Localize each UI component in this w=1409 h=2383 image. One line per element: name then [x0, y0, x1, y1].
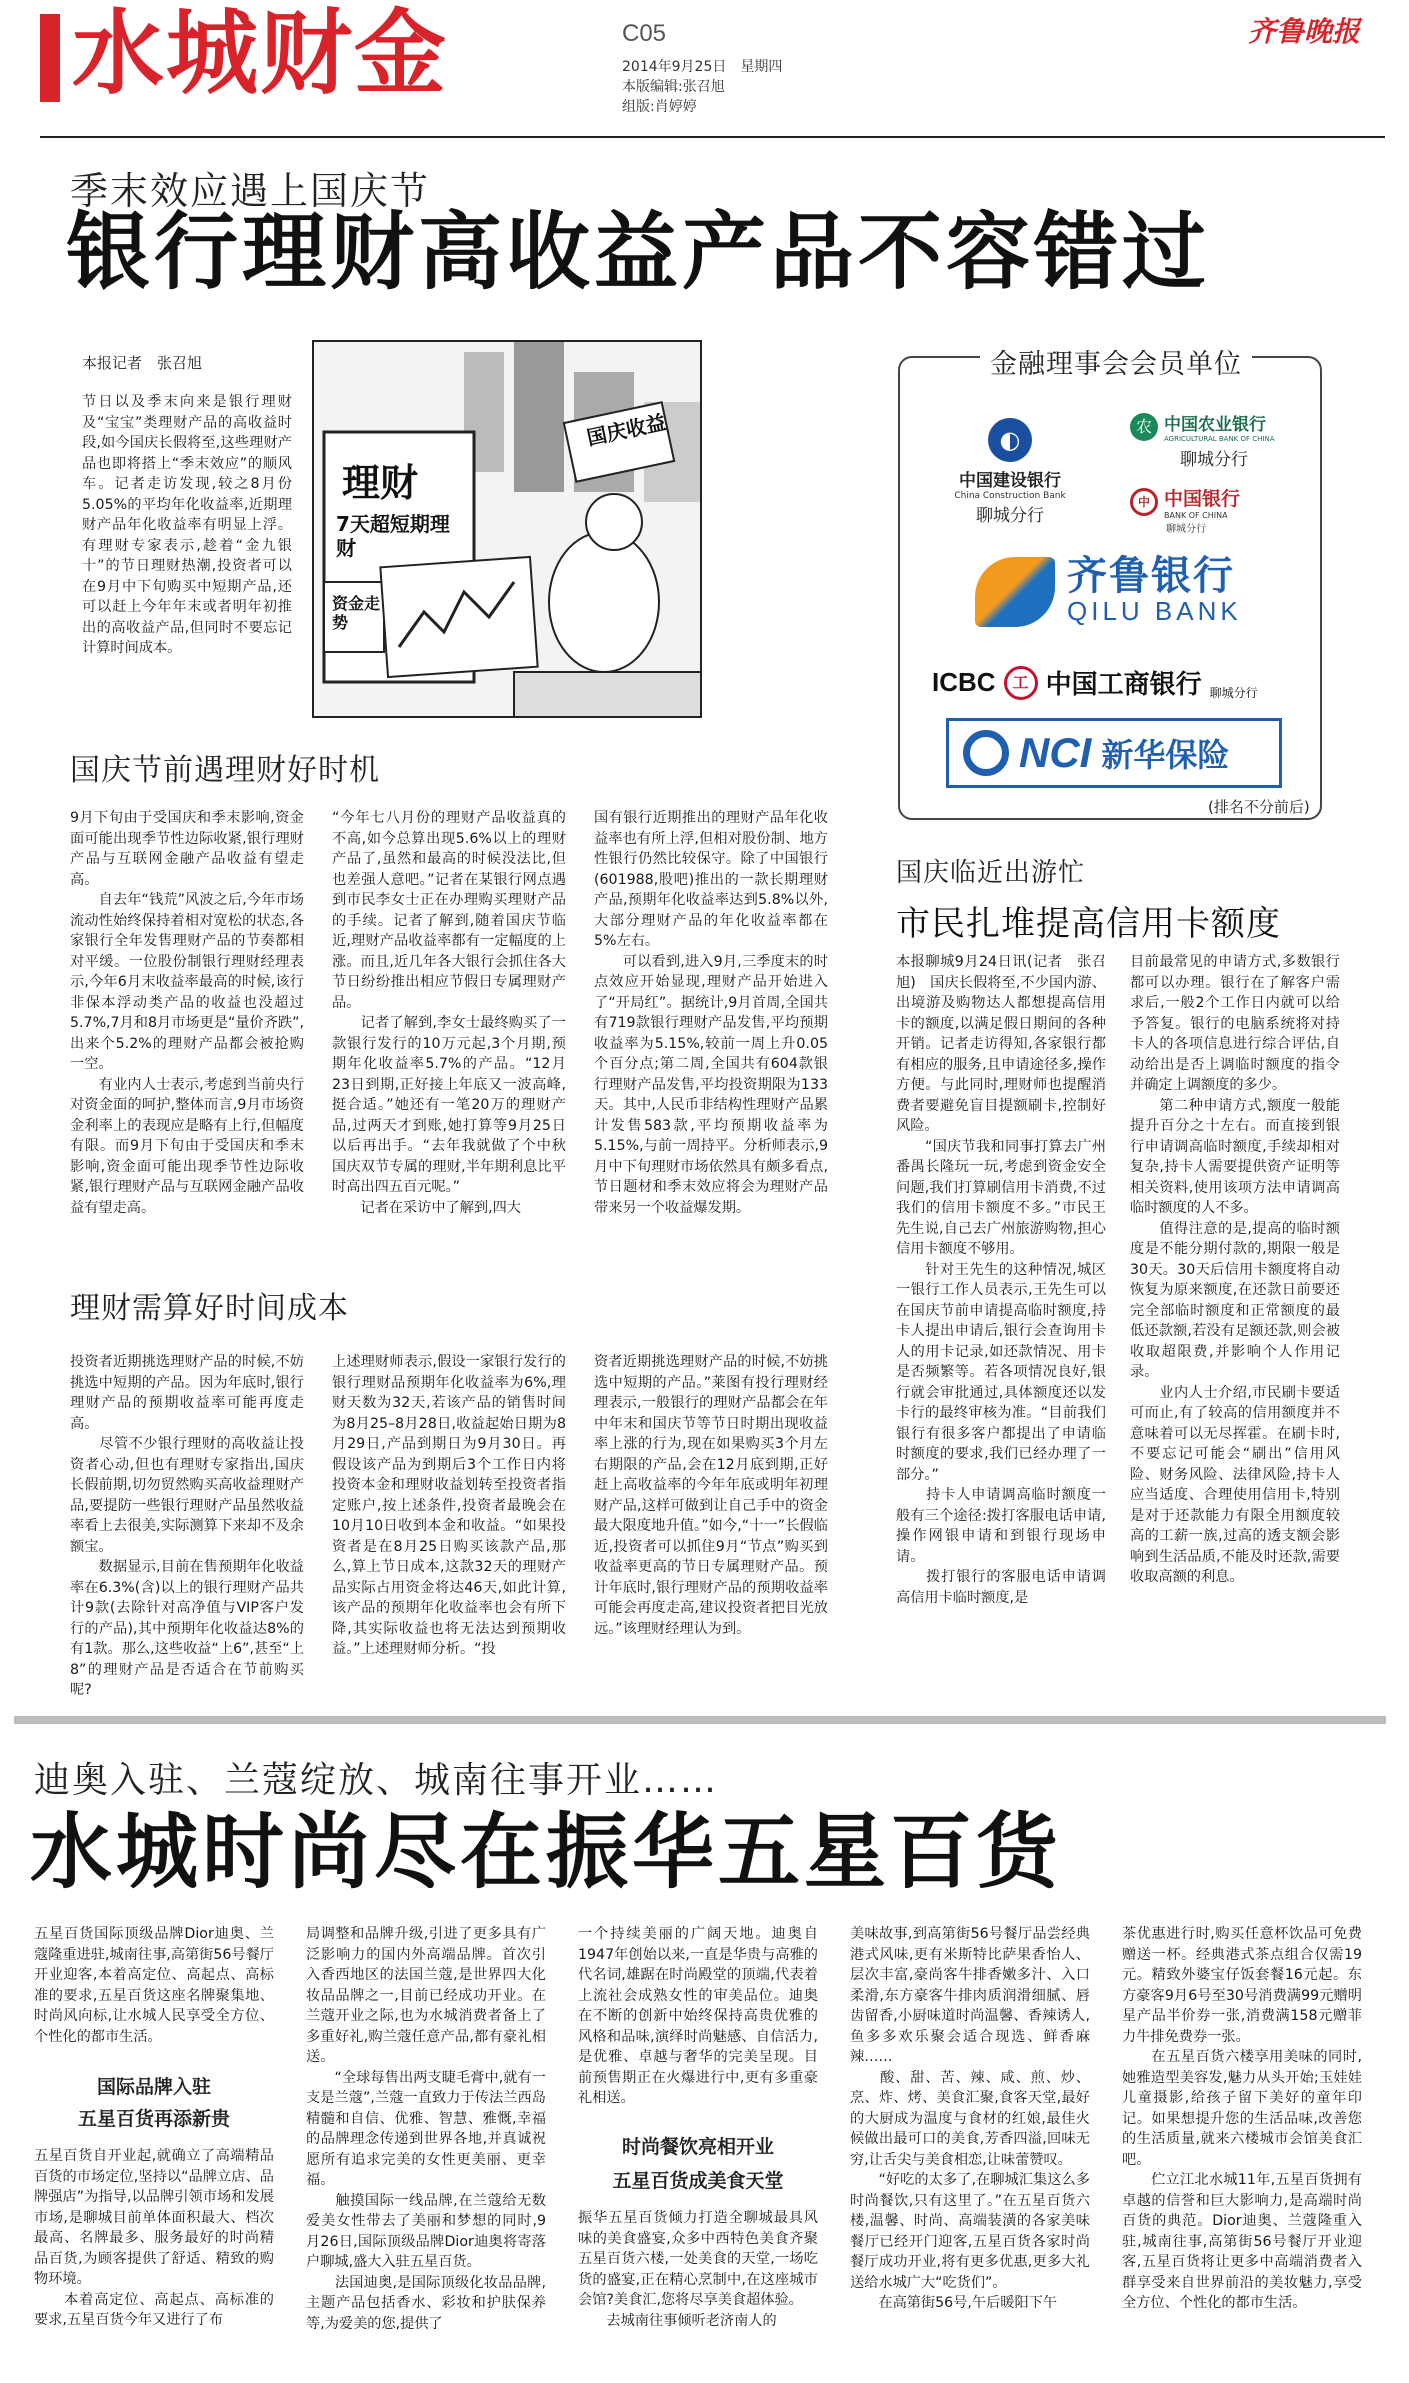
icbc-name: 中国工商银行 — [1045, 670, 1202, 700]
boc-emblem-icon: 中 — [1130, 488, 1158, 516]
story3-col1-sub1: 国际品牌入驻 — [96, 2076, 211, 2098]
story1-section1-col2: “今年七八月份的理财产品收益真的不高,如今总算出现5.6%以上的理财产品了,虽然和最高的时候没法比,但也差强人意吧。”记者在某银行网点遇到市民李女士正在办理购买理财产品的手续。记者了解到,随着国庆节临近,理财产品收益率都有一定幅度的上涨。而且,近几年各大银行会抓住各大节日纷纷推出相应节假日专属理财产品。 记者了解到,李女士最终购买了一款银行发行的10万元起,3个月期,预期年化收益率5.7%的产品。“12月23日到期,正好接上年底又一波高峰,挺合适。”她还有一笔20万的理财产品,过两天才到账,她打算等9月25日以后再出手。“去年我就做了个中秋国庆双节专属的理财,半年期利息比平时高出四五百元呢。” 记者在采访中了解到,四大 — [332, 810, 566, 1216]
story1-byline: 本报记者 张召旭 — [82, 354, 203, 372]
boc-logo — [1130, 484, 1300, 535]
story1-section2-col2: 上述理财师表示,假设一家银行发行的银行理财品预期年化收益率为6%,理财天数为32天,若该产品的销售时间为8月25–8月28日,收益起始日期为8月29日,产品到期日为9月30日。再假设该产品为到期后3个工作日内将投资本金和理财收益划转至投资者指定账户,按上述条件,投资者最晚会在10月10日收到本金和收益。“如果投资者是在8月25日购买该款产品,那么,算上节日成本,这款32天的理财产品实际占用资金将达46天,如此计算,该产品的预期年化收益率也会有所下降,其实际收益也将无法达到预期收益。”上述理财师分析。“投 — [332, 1354, 566, 1657]
abc-logo — [1130, 410, 1300, 470]
ccb-name: 中国建设银行 — [959, 471, 1061, 491]
illustration-sign-wealth: 理财 — [342, 461, 419, 505]
boc-name: 中国银行 — [1164, 488, 1241, 510]
story1-lead: 节日以及季末向来是银行理财及“宝宝”类理财产品的高收益时段,如今国庆长假将至,这些理财产品也即将搭上“季末效应”的顺风车。记者走访发现,较之8月份5.05%的平均年化收益率,近期理财产品年化收益率有明显上浮。有理财专家表示,趁着“金九银十”的节日理财热潮,投资者可以在9月中下旬购买中短期产品,还可以赶上今年年末或者明年初推出的高收益产品,但同时不要忘记计算时间成本。 — [82, 394, 292, 656]
icbc-english-name: ICBC — [932, 667, 996, 697]
story1-headline: 银行理财高收益产品不容错过 — [66, 203, 1211, 301]
abc-name: 中国农业银行 — [1164, 415, 1266, 435]
nci-name: 新华保险 — [1101, 736, 1230, 774]
ccb-emblem-icon: ◐ — [988, 418, 1032, 462]
story3-col3: 一个持续美丽的广阔天地。迪奥自1947年创始以来,一直是华贵与高雅的代名词,雄踞在时尚殿堂的顶端,代表着上流社会成熟女性的审美品位。迪奥在不断的创新中始终保持高贵优雅的风格和品味,演绎时尚魅感、自信活力,是优雅、卓越与奢华的完美呈现。目前预售期正在火爆进行中,更有多重豪礼相送。 — [578, 1926, 818, 2106]
story3-kicker: 迪奥入驻、兰蔻绽放、城南往事开业…… — [34, 1760, 719, 1801]
story3-col2: 局调整和品牌升级,引进了更多具有广泛影响力的国内外高端品牌。首次引入香西地区的法国兰蔻,是世界四大化妆品品牌之一,目前已经成功开业。在兰蔻开业之际,也为水城消费者备上了多重好礼,购兰蔻任意产品,都有豪礼相送。 “全球每售出两支睫毛膏中,就有一支是兰蔻”,兰蔻一直致力于传法兰西岛精髓和自信、优雅、智慧、雅慨,幸福的品牌理念传递到世界各地,并真诚祝愿所有追求完美的女性更美丽、更幸福。 触摸国际一线品牌,在兰蔻给无数爱美女性带去了美丽和梦想的同时,9月26日,国际顶级品牌Dior迪奥将寄落户聊城,盛大入驻五星百货。 法国迪奥,是国际顶级化妆品品牌,主题产品包括香水、彩妆和护肤保养等,为爱美的您,提供了 — [306, 1926, 546, 2332]
story1-section2-col1: 投资者近期挑选理财产品的时候,不妨挑选中短期的产品。因为年底时,银行理财产品的预期收益率可能再度走高。 尽管不少银行理财的高收益让投资者心动,但也有理财专家指出,国庆长假前期,切勿贸然购买高收益理财产品,要提防一些银行理财产品虽然收益率看上去很美,实际测算下来却不及余额宝。 数据显示,目前在售预期年化收益率在6.3%(含)以上的银行理财产品共计9款(去除针对高净值与VIP客户发行的产品),其中预期年化收益达8%的有1款。那么,这些收益“上6”,甚至“上8”的理财产品是否适合在节前购买呢? — [70, 1354, 304, 1698]
story3-col3b: 振华五星百货倾力打造全聊城最具风味的美食盛宴,众多中西特色美食齐聚五星百货六楼,一处美食的天堂,一场吃货的盛宴,正在精心烹制中,在这座城市会馆?美食汇,您将尽享美食超体验。 去城南往事倾听老济南人的 — [578, 2210, 818, 2329]
story1-section1-col1: 9月下旬由于受国庆和季末影响,资金面可能出现季节性边际收紧,银行理财产品与互联网金融产品收益有望走高。 自去年“钱荒”风波之后,今年市场流动性始终保持着相对宽松的状态,各家银行全年发售理财产品的节奏都相对平缓。一位股份制银行理财经理表示,今年6月末收益率最高的时候,该行非保本浮动类产品的收益也没超过5.7%,7月和8月市场更是“量价齐跌”,出来个5.2%的理财产品都会被抢购一空。 有业内人士表示,考虑到当前央行对资金面的呵护,整体而言,9月市场资金利率上的表现应是略有上行,但幅度有限。而9月下旬由于受国庆和季末影响,资金面可能出现季节性边际收紧,银行理财产品与互联网金融产品收益有望走高。 — [70, 810, 304, 1216]
story3-headline: 水城时尚尽在振华五星百货 — [30, 1805, 1063, 1900]
page-number: C05 — [622, 20, 667, 47]
boc-branch: 聊城分行 — [1166, 524, 1206, 535]
illustration-sign-short-term: 7天超短期理财 — [336, 512, 450, 560]
layout-credit: 组版:肖婷婷 — [622, 99, 697, 115]
icbc-emblem-icon: 工 — [1004, 666, 1038, 700]
story3-col1b: 五星百货自开业起,就确立了高端精品百货的市场定位,坚持以“品牌立店、品牌强店”为指导,以品牌引领市场和发展市场,是聊城目前单体面积最大、档次最高、名牌最多、服务最好的时尚精品百货,为顾客提供了舒适、精致的购物环境。 本着高定位、高起点、高标准的要求,五星百货今年又进行了布 — [34, 2148, 274, 2328]
ccb-branch: 聊城分行 — [976, 506, 1044, 526]
qilu-logo — [975, 553, 1295, 627]
story3-col5: 茶优惠进行时,购买任意杯饮品可免费赠送一杯。经典港式茶点组合仅需19元。精致外婆宝仔饭套餐16元起。东方豪客9月6号至30号消费满99元赠明星产品半价券一张,消费满158元赠菲力牛排免费券一张。 在五星百货六楼享用美味的同时,她雅造型美容发,魅力从头开始;玉娃娃儿童摄影,给孩子留下美好的童年印记。如果想提升您的生活品味,改善您的生活质量,就来六楼城市会馆美食汇吧。 伫立江北水城11年,五星百货拥有卓越的信誉和巨大影响力,是高端时尚百货的典范。Dior迪奥、兰蔻隆重入驻,城南往事,高第街56号餐厅开业迎客,五星百货将让更多中高端消费者入群享受来自世界前沿的美妆魅力,享受全方位、个性化的都市生活。 — [1122, 1926, 1362, 2311]
icbc-logo — [932, 664, 1312, 701]
qilu-name: 齐鲁银行 — [1067, 553, 1235, 599]
story3-col1-sub2: 五星百货再添新贵 — [77, 2108, 230, 2130]
story3-col1: 五星百货国际顶级品牌Dior迪奥、兰蔻隆重进驻,城南往事,高第街56号餐厅开业迎客,本着高定位、高起点、高标准的要求,五星百货这座名牌聚集地、时尚风向标,让水城人民享受全方位、个性化的都市生活。 — [34, 1926, 274, 2045]
story2-headline: 市民扎堆提高信用卡额度 — [896, 904, 1281, 944]
story1-section2-title: 理财需算好时间成本 — [70, 1291, 349, 1326]
story3-col3-sub2: 五星百货成美食天堂 — [612, 2170, 784, 2192]
illustration-banner: 国庆收益 — [584, 409, 668, 451]
newspaper-brand-logo: 齐鲁晚报 — [1248, 15, 1361, 48]
ccb-english-name: China Construction Bank — [954, 491, 1066, 501]
abc-english-name: AGRICULTURAL BANK OF CHINA — [1164, 435, 1275, 443]
illustration-sign-capital-trend: 资金走势 — [332, 594, 381, 633]
story1-section2-col3: 资者近期挑选理财产品的时候,不妨挑选中短期的产品。”莱图有投行理财经理表示,一般银行的理财产品都会在年中年末和国庆节等节日时期出现收益率上涨的行为,现在如果购买3个月左右期限的产品,会在12月底到期,正好赶上高收益率的今年年底或明年初理财产品,这样可做到让自己手中的资金最大限度地升值。”如今,“十一”长假临近,投资者可以抓住9月“节点”购买到收益率更高的节日专属理财产品。预计年底时,银行理财产品的预期收益率可能会再度走高,建议投资者把目光放远。”该理财经理认为到。 — [594, 1354, 828, 1637]
ccb-logo — [950, 418, 1070, 526]
abc-emblem-icon: 农 — [1130, 413, 1158, 441]
icbc-branch: 聊城分行 — [1209, 686, 1258, 700]
boc-english-name: BANK OF CHINA — [1164, 511, 1228, 520]
issue-date: 2014年9月25日 星期四 — [622, 59, 783, 75]
story1-section1-col3: 国有银行近期推出的理财产品年化收益率也有所上浮,但相对股份制、地方性银行仍然比较保守。除了中国银行(601988,股吧)推出的一款长期理财产品,预期年化收益率达到5.8%以外,大部分理财产品的年化收益率都在5%左右。 可以看到,进入9月,三季度末的时点效应开始显现,理财产品开始进入了“开局红”。据统计,9月首周,全国共有719款银行理财产品发售,平均预期收益率为5.15%,较前一周上升0.05个百分点;第二周,全国共有604款银行理财产品发售,平均投资期限为133天。其中,人民币非结构性理财产品累计发售583款,平均预期收益率为5.15%,与前一周持平。分析师表示,9月中下旬理财市场依然具有颇多看点,节日题材和季末效应将会为理财产品带来另一个收益爆发期。 — [594, 810, 828, 1216]
masthead-rule — [40, 136, 1385, 138]
section-divider — [14, 1716, 1386, 1724]
story1-kicker: 季末效应遇上国庆节 — [70, 169, 431, 213]
story1-section1-title: 国庆节前遇理财好时机 — [70, 753, 380, 788]
story2-col1: 本报聊城9月24日讯(记者 张召旭) 国庆长假将至,不少国内游、出境游及购物达人都想提高信用卡的额度,以满足假日期间的各种开销。记者走访得知,各家银行都有相应的服务,且申请途径多,操作方便。与此同时,理财师也提醒消费者要避免盲目提额刷卡,控制好风险。 “国庆节我和同事打算去广州番禺长隆玩一玩,考虑到资金安全问题,我们打算刷信用卡消费,不过我们的信用卡额度不多。”市民王先生说,自己去广州旅游购物,担心信用卡额度不够用。 针对王先生的这种情况,城区一银行工作人员表示,王先生可以在国庆节前申请提高临时额度,持卡人提出申请后,银行会查询用卡人的用卡记录,如还款情况、用卡是否频繁等。若各项情况良好,银行就会审批通过,具体额度还以发卡行的最终审核为准。“目前我们银行有很多客户都提出了申请临时额度的要求,我们已经办理了一部分。” 持卡人申请调高临时额度一般有三个途径:拨打客服电话申请,操作网银申请和到银行现场申请。 拨打银行的客服电话申请调高信用卡临时额度,是 — [896, 954, 1106, 1606]
abc-branch: 聊城分行 — [1180, 450, 1248, 470]
qilu-english-name: QILU BANK — [1067, 596, 1242, 626]
sponsor-note: (排名不分前后) — [1208, 798, 1310, 816]
story2-kicker: 国庆临近出游忙 — [896, 858, 1086, 888]
editor-credit: 本版编辑:张召旭 — [622, 79, 725, 95]
story3-col3-sub1: 时尚餐饮亮相开业 — [621, 2136, 774, 2158]
nci-emblem-icon — [963, 730, 1009, 776]
story3-col4: 美味故事,到高第街56号餐厅品尝经典港式风味,更有米斯特比萨果香怡人、层次丰富,豪尚客牛排香嫩多汁、入口柔滑,东方豪客牛排肉质润滑细腻、唇齿留香,小厨味道时尚温馨、香辣诱人,鱼多多欢乐聚会适合现选、鲜香麻辣…… 酸、甜、苦、辣、咸、煎、炒、烹、炸、烤、美食汇聚,食客天堂,最好的大厨成为温度与食材的红娘,最佳火候做出最可口的美食,芳香四溢,回味无穷,让舌尖与美食相恋,让味蕾赞叹。 “好吃的太多了,在聊城汇集这么多时尚餐饮,只有这里了。”在五星百货六楼,温馨、时尚、高端装潢的各家美味餐厅已经开门迎客,五星百货各家时尚餐厅成功开业,将有更多优惠,更多大礼送给水城广大“吃货们”。 在高第街56号,午后暖阳下午 — [850, 1926, 1090, 2311]
sponsor-title: 金融理事会会员单位 — [980, 342, 1252, 381]
story2-col2: 目前最常见的申请方式,多数银行都可以办理。银行在了解客户需求后,一般2个工作日内就可以给予答复。银行的电脑系统将对持卡人的各项信息进行综合评估,自动给出是否上调临时额度的指令并确定上调额度的多少。 第二种申请方式,额度一般能提升百分之十左右。而直接到银行申请调高临时额度,手续却相对复杂,持卡人需要提供资产证明等相关资料,使用该项方法申请调高临时额度的人不多。 值得注意的是,提高的临时额度是不能分期付款的,期限一般是30天。30天后信用卡额度将自动恢复为原来额度,在还款日前要还完全部临时额度和正常额度的最低还款额,若没有足额还款,则会被收取超限费,并影响个人作用记录。 业内人士介绍,市民刷卡要适可而止,有了较高的信用额度并不意味着可以无尽挥霍。在刷卡时,不要忘记可能会“刷出”信用风险、财务风险、法律风险,持卡人应当适度、合理使用信用卡,特别是对于还款能力有限全用额度较高的工薪一族,过高的透支额会影响到生活品质,不能及时还款,需要收取高额的利息。 — [1130, 954, 1340, 1585]
masthead-accent-bar — [40, 14, 60, 102]
masthead-title: 水城财金 — [72, 0, 449, 107]
qilu-emblem-icon — [975, 557, 1055, 627]
story1-illustration — [312, 340, 702, 718]
nci-english-name: NCI — [1019, 729, 1092, 776]
nci-logo — [946, 718, 1282, 788]
